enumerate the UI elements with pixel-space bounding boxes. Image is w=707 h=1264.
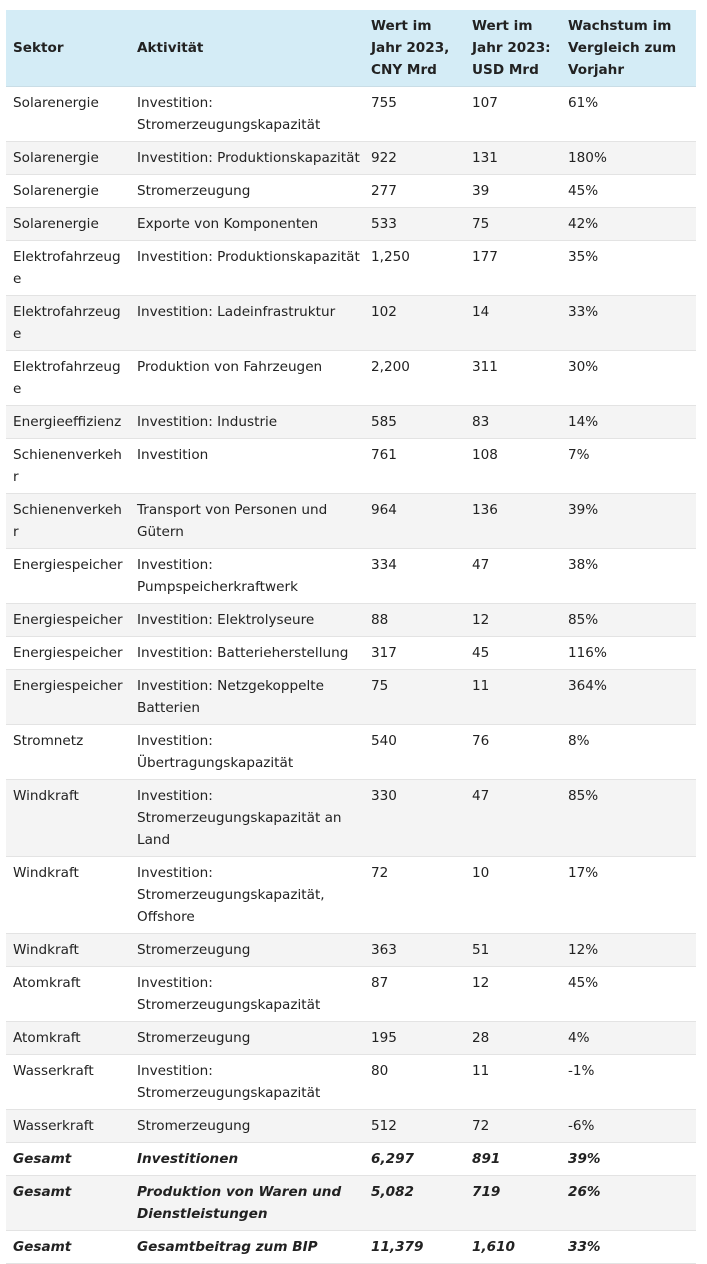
cell-sector: Energiespeicher: [6, 670, 130, 725]
table-row: [6, 780, 696, 857]
cell-growth: 26%: [561, 1176, 696, 1231]
cell-sector: Elektrofahrzeuge: [6, 351, 130, 406]
table-total-row: [6, 1231, 696, 1264]
cell-value-usd: 719: [465, 1176, 561, 1231]
cell-value-cny: 334: [364, 549, 465, 604]
cell-growth: 85%: [561, 780, 696, 857]
cell-value-usd: 12: [465, 604, 561, 637]
cell-growth: 33%: [561, 1231, 696, 1264]
cell-growth: 61%: [561, 87, 696, 142]
cell-value-cny: 6,297: [364, 1143, 465, 1176]
table-row: [6, 142, 696, 175]
cell-value-usd: 47: [465, 549, 561, 604]
cell-sector: Atomkraft: [6, 967, 130, 1022]
cell-sector: Elektrofahrzeuge: [6, 241, 130, 296]
cell-growth: 42%: [561, 208, 696, 241]
cell-growth: 17%: [561, 857, 696, 934]
cell-growth: 180%: [561, 142, 696, 175]
cell-activity: Transport von Personen und Gütern: [130, 494, 364, 549]
cell-growth: 116%: [561, 637, 696, 670]
table-row: [6, 406, 696, 439]
cell-sector: Stromnetz: [6, 725, 130, 780]
cell-activity: Investition: Netzgekoppelte Batterien: [130, 670, 364, 725]
header-sector: Sektor: [6, 10, 130, 87]
cell-sector: Solarenergie: [6, 175, 130, 208]
cell-activity: Exporte von Komponenten: [130, 208, 364, 241]
cell-growth: 14%: [561, 406, 696, 439]
cell-activity: Investition: Stromerzeugungskapazität: [130, 1055, 364, 1110]
cell-sector: Solarenergie: [6, 142, 130, 175]
cell-growth: 364%: [561, 670, 696, 725]
table-row: [6, 1022, 696, 1055]
cell-sector: Energiespeicher: [6, 637, 130, 670]
cell-value-cny: 80: [364, 1055, 465, 1110]
table-row: [6, 637, 696, 670]
cell-activity: Investition: Industrie: [130, 406, 364, 439]
cell-value-usd: 11: [465, 670, 561, 725]
cell-value-usd: 136: [465, 494, 561, 549]
header-activity: Aktivität: [130, 10, 364, 87]
table-row: [6, 296, 696, 351]
table-total-row: [6, 1176, 696, 1231]
table-header: [6, 10, 696, 87]
cell-activity: Investition: [130, 439, 364, 494]
cell-sector: Elektrofahrzeuge: [6, 296, 130, 351]
cell-value-cny: 533: [364, 208, 465, 241]
cell-activity: Investition: Pumpspeicherkraftwerk: [130, 549, 364, 604]
cell-activity: Investition: Ladeinfrastruktur: [130, 296, 364, 351]
cell-activity: Stromerzeugung: [130, 1110, 364, 1143]
cell-growth: 35%: [561, 241, 696, 296]
header-value-usd: Wert im Jahr 2023: USD Mrd: [465, 10, 561, 87]
header-value-cny: Wert im Jahr 2023, CNY Mrd: [364, 10, 465, 87]
cell-value-cny: 11,379: [364, 1231, 465, 1264]
cell-value-usd: 51: [465, 934, 561, 967]
cell-activity: Investition: Stromerzeugungskapazität, Offshore: [130, 857, 364, 934]
cell-sector: Solarenergie: [6, 208, 130, 241]
cell-activity: Produktion von Waren und Dienstleistungen: [130, 1176, 364, 1231]
cell-sector: Solarenergie: [6, 87, 130, 142]
cell-value-cny: 102: [364, 296, 465, 351]
cell-value-usd: 1,610: [465, 1231, 561, 1264]
table-row: [6, 494, 696, 549]
cell-value-cny: 330: [364, 780, 465, 857]
cell-activity: Investition: Batterieherstellung: [130, 637, 364, 670]
cell-value-cny: 922: [364, 142, 465, 175]
table-row: [6, 439, 696, 494]
table-row: [6, 857, 696, 934]
table-row: [6, 1055, 696, 1110]
table-row: [6, 604, 696, 637]
cell-sector: Windkraft: [6, 780, 130, 857]
cell-sector: Gesamt: [6, 1231, 130, 1264]
cell-value-usd: 891: [465, 1143, 561, 1176]
cell-value-cny: 540: [364, 725, 465, 780]
cell-value-usd: 72: [465, 1110, 561, 1143]
table-total-row: [6, 1143, 696, 1176]
cell-growth: 7%: [561, 439, 696, 494]
table-row: [6, 967, 696, 1022]
cell-value-usd: 311: [465, 351, 561, 406]
cell-growth: 4%: [561, 1022, 696, 1055]
cell-growth: 38%: [561, 549, 696, 604]
cell-value-usd: 107: [465, 87, 561, 142]
cell-value-usd: 39: [465, 175, 561, 208]
cell-activity: Investition: Übertragungskapazität: [130, 725, 364, 780]
cell-value-usd: 76: [465, 725, 561, 780]
table-row: [6, 725, 696, 780]
cell-activity: Investition: Produktionskapazität: [130, 241, 364, 296]
cell-activity: Stromerzeugung: [130, 934, 364, 967]
cell-value-usd: 12: [465, 967, 561, 1022]
cell-growth: 39%: [561, 494, 696, 549]
table-row: [6, 351, 696, 406]
cell-value-usd: 177: [465, 241, 561, 296]
cell-sector: Wasserkraft: [6, 1110, 130, 1143]
cell-value-cny: 761: [364, 439, 465, 494]
table-row: [6, 241, 696, 296]
cell-growth: 45%: [561, 175, 696, 208]
cell-sector: Schienenverkehr: [6, 494, 130, 549]
cell-activity: Investitionen: [130, 1143, 364, 1176]
table-row: [6, 934, 696, 967]
cell-value-cny: 1,250: [364, 241, 465, 296]
cell-growth: 33%: [561, 296, 696, 351]
cell-value-usd: 28: [465, 1022, 561, 1055]
cell-activity: Produktion von Fahrzeugen: [130, 351, 364, 406]
cell-value-usd: 11: [465, 1055, 561, 1110]
cell-sector: Schienenverkehr: [6, 439, 130, 494]
table-row: [6, 175, 696, 208]
cell-value-cny: 195: [364, 1022, 465, 1055]
cell-activity: Investition: Produktionskapazität: [130, 142, 364, 175]
cell-value-cny: 512: [364, 1110, 465, 1143]
cell-value-usd: 45: [465, 637, 561, 670]
cell-activity: Investition: Stromerzeugungskapazität an Land: [130, 780, 364, 857]
cell-value-cny: 5,082: [364, 1176, 465, 1231]
cell-growth: -1%: [561, 1055, 696, 1110]
cell-value-usd: 75: [465, 208, 561, 241]
cell-sector: Energiespeicher: [6, 549, 130, 604]
cell-value-cny: 585: [364, 406, 465, 439]
cell-value-cny: 317: [364, 637, 465, 670]
cell-value-usd: 10: [465, 857, 561, 934]
cell-value-cny: 72: [364, 857, 465, 934]
cell-sector: Windkraft: [6, 857, 130, 934]
cell-value-cny: 277: [364, 175, 465, 208]
cell-value-cny: 2,200: [364, 351, 465, 406]
cell-growth: 45%: [561, 967, 696, 1022]
cell-growth: 12%: [561, 934, 696, 967]
cell-sector: Windkraft: [6, 934, 130, 967]
table-row: [6, 208, 696, 241]
cell-growth: -6%: [561, 1110, 696, 1143]
cell-value-cny: 755: [364, 87, 465, 142]
table-row: [6, 1110, 696, 1143]
cell-value-cny: 87: [364, 967, 465, 1022]
cell-value-cny: 88: [364, 604, 465, 637]
cell-value-usd: 131: [465, 142, 561, 175]
cell-growth: 8%: [561, 725, 696, 780]
cell-value-cny: 75: [364, 670, 465, 725]
cell-growth: 39%: [561, 1143, 696, 1176]
cell-sector: Energieeffizienz: [6, 406, 130, 439]
table-row: [6, 549, 696, 604]
cell-value-usd: 14: [465, 296, 561, 351]
table-body: [6, 87, 696, 1264]
cell-growth: 85%: [561, 604, 696, 637]
cell-value-cny: 363: [364, 934, 465, 967]
cell-value-usd: 83: [465, 406, 561, 439]
cell-activity: Stromerzeugung: [130, 1022, 364, 1055]
cell-sector: Gesamt: [6, 1176, 130, 1231]
table-row: [6, 670, 696, 725]
data-table-container: [6, 10, 696, 1264]
sector-value-table: [6, 10, 696, 1264]
cell-value-usd: 108: [465, 439, 561, 494]
cell-activity: Stromerzeugung: [130, 175, 364, 208]
header-growth: Wachstum im Vergleich zum Vorjahr: [561, 10, 696, 87]
cell-value-cny: 964: [364, 494, 465, 549]
cell-sector: Wasserkraft: [6, 1055, 130, 1110]
cell-activity: Investition: Stromerzeugungskapazität: [130, 967, 364, 1022]
cell-value-usd: 47: [465, 780, 561, 857]
table-row: [6, 87, 696, 142]
cell-activity: Gesamtbeitrag zum BIP: [130, 1231, 364, 1264]
cell-sector: Energiespeicher: [6, 604, 130, 637]
cell-sector: Atomkraft: [6, 1022, 130, 1055]
cell-growth: 30%: [561, 351, 696, 406]
cell-activity: Investition: Stromerzeugungskapazität: [130, 87, 364, 142]
cell-sector: Gesamt: [6, 1143, 130, 1176]
cell-activity: Investition: Elektrolyseure: [130, 604, 364, 637]
header-row: [6, 10, 696, 87]
